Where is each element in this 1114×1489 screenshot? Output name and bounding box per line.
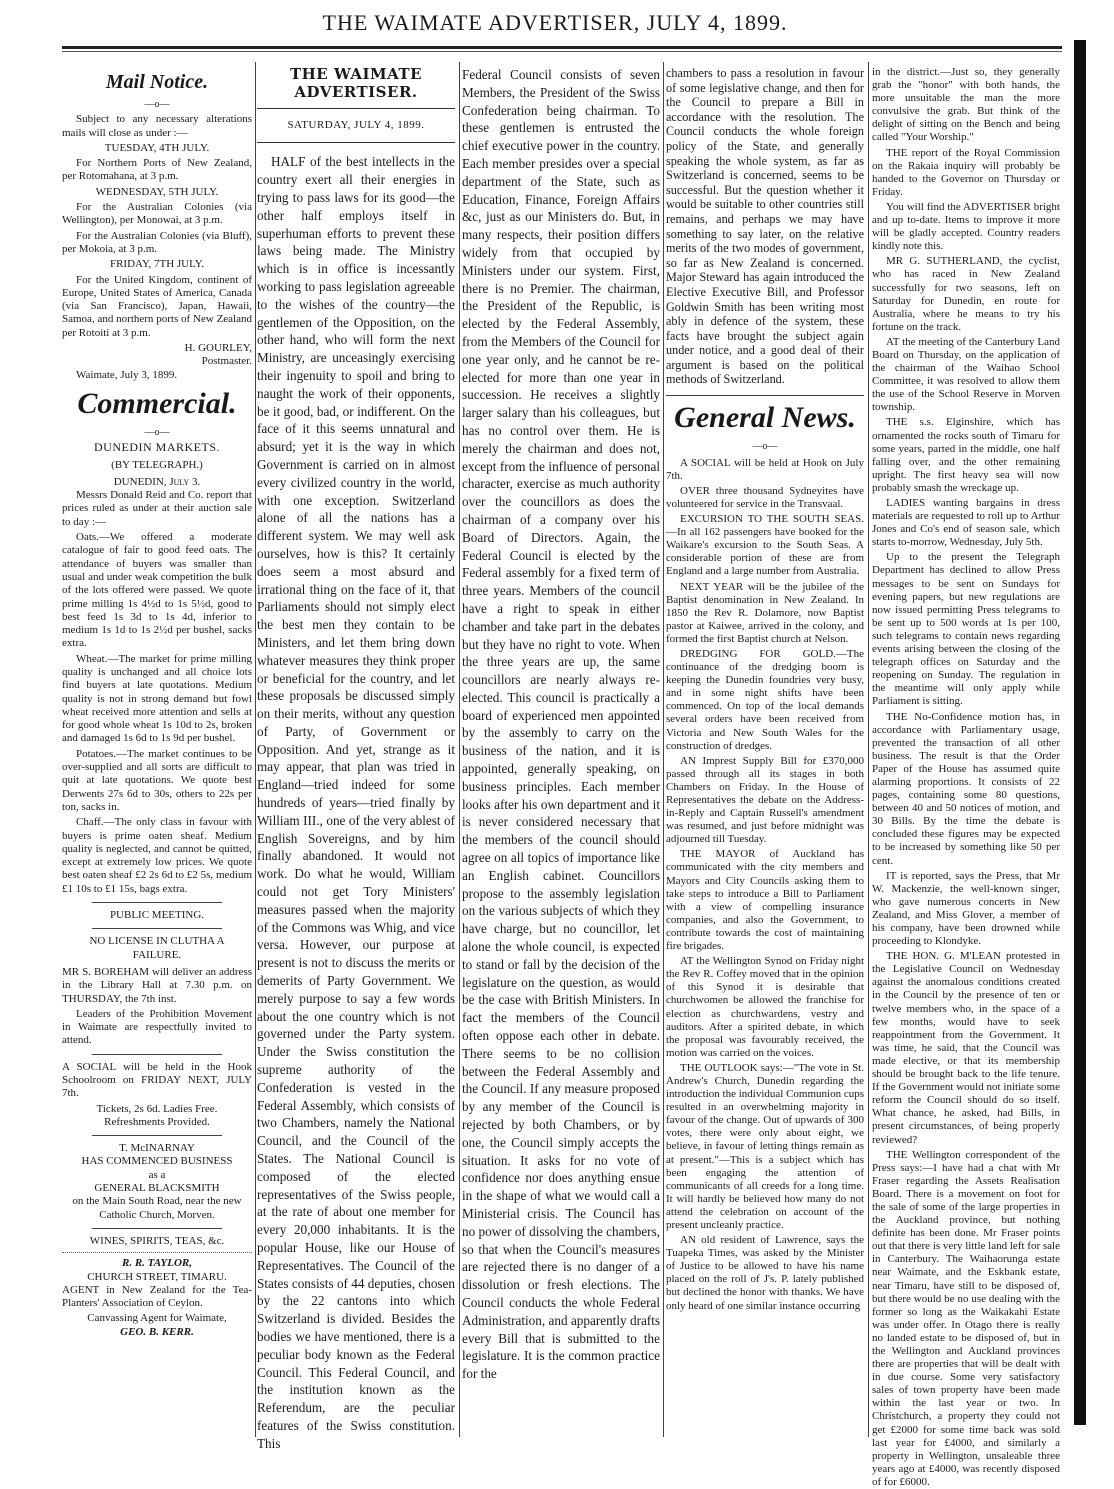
news-item: THE MAYOR of Auckland has communicated with the city members and Mayors and City Councils asking them to take steps to introduce a Bill to Parliament with a view of compelling insurance companies, and also the Government, to contribute towards the cost of maintaining fire brigades. — [666, 848, 864, 953]
news-item: THE report of the Royal Commission on the Rakaia inquiry will probably be handed to the Governor on Thursday or Friday. — [872, 146, 1060, 198]
news-item: MR G. SUTHERLAND, the cyclist, who has raced in New Zealand successfully for two seasons, left on Saturday for Dunedin, en route for Australia, where he means to try his fortune on the track. — [872, 255, 1060, 333]
mcinarnay: T. McINARNAY — [119, 1142, 195, 1155]
market-para: Chaff.—The only class in favour with buyers is prime oaten sheaf. Medium quality is neglected, and cannot be quitted, except at extremely low prices. We quote best oaten sheaf £2 2s 6d to £2 5s, medium £1 10s to £1 15s, bags extra. — [62, 816, 252, 895]
news-item: Up to the present the Telegraph Department has declined to allow Press messages to be sent on Sundays for evening papers, but new regulations are now issued permitting Press telegrams to be sent up to 500 words at 1s per 100, such telegrams to contain news regarding events arising between the closing of the telegraph offices on Saturday and the reopening on Sunday. The regulation in the meantime will only apply while Parliament is sitting. — [872, 551, 1060, 708]
news-item: AT the meeting of the Canterbury Land Board on Thursday, on the application of the chairman of the Waihao School Committee, it was resolved to allow them the use of the School Reserve in Morven township. — [872, 335, 1060, 414]
issue-date: SATURDAY, JULY 4, 1899. — [257, 117, 455, 144]
mail-day: WEDNESDAY, 5TH JULY. — [95, 185, 219, 198]
boreham-notice: MR S. BOREHAM will deliver an address in the Library Hall at 7.30 p.m. on THURSDAY, the 7th inst. — [62, 965, 252, 1005]
market-para: Potatoes.—The market continues to be over-supplied and all sorts are difficult to quit at late quotations. We quote best Derwents 27s 6d to 30s, others to 22s per ton, sacks in. — [62, 747, 252, 813]
news-item: DREDGING FOR GOLD.—The continuance of the dredging boom is keeping the Dunedin foundries very busy, and in some night shifts have been commenced. On top of the local demands several orders have been received from Victoria and New South Wales for the construction of dredges. — [666, 647, 864, 752]
market-para: Wheat.—The market for prime milling quality is unchanged and all choice lots find buyers at late quotations. Medium quality is not in strong demand but fowl wheat received more attention and sells at for good whole wheat 1s 10d to 2s, broken and damaged 1s 6d to 1s 9d per bushel. — [62, 652, 252, 745]
canvassing: Canvassing Agent for Waimate, — [87, 1312, 227, 1325]
market-para: Oats.—We offered a moderate catalogue of fair to good feed oats. The attendance of buyers was smaller than usual and under weak competition the bulk of the lots offered were passed. We quote prime milling 1s 4½d to 1s 5½d, good to best feed 1s 3d to 1s 4d, inferior to medium 1s 1d to 1s 2½d per bushel, sacks extra. — [62, 531, 252, 650]
mail-day: FRIDAY, 7TH JULY. — [109, 258, 205, 271]
mail-para: Subject to any necessary alterations mails will close as under :— — [62, 113, 252, 139]
news-item: IT is reported, says the Press, that Mr W. Mackenzie, the well-known singer, who gave numerous concerts in New Zealand, and Miss Glover, a member of his company, have been drowned while proceeding to Klondyke. — [872, 869, 1060, 948]
column-divider — [663, 62, 664, 1437]
divider — [92, 902, 222, 903]
news-item: THE HON. G. M'LEAN protested in the Legislative Council on Wednesday against the anomalous conditions created in the Council by the presence of ten or twelve members who, in the space of a few months, would have to seek reappointment from the Government. It was time, he said, that the Council was made elective, or that its membership should be brought back to the life tenure. If the Government would not initiate some reform the Council should do so itself. What chance, he asked, had Bills, in present circumstances, of being properly reviewed? — [872, 950, 1060, 1146]
agent-notice: AGENT in New Zealand for the Tea-Planters' Association of Ceylon. — [62, 1283, 252, 1310]
divider — [92, 928, 222, 929]
news-item: You will find the ADVERTISER bright and up to-date. Items to improve it more will be gladly accepted. Country readers kindly note this. — [872, 200, 1060, 253]
column-divider — [255, 62, 256, 1437]
column-4 — [666, 66, 864, 1438]
editorial-text: HALF of the best intellects in the country exert all their energies in trying to pass laws for its good—the other half employs itself in superhuman efforts to prevent these laws being made. The Ministry which is in office is incessantly working to pass legislation agreeable to the wishes of the country—the gentlemen of the Opposition, on the other hand, who will form the next Ministry, are unceasingly exercising their ingenuity to spoil and bring to naught the work of their opponents, be it good, bad, or indifferent. On the face of it this seems unnatural and absurd; yet it is the way in which Government is carried on in almost every civilized country in the world, with one exception. Switzerland alone of all the nations has a different system. We may well ask ourselves, how is this? It certainly does seem a most absurd and irrational thing on the face of it, that Parliaments should not simply elect the best men they contain to be Ministers, and let them bring down whatever measures they think proper or beneficial for the country, and let these proposals be discussed simply on their merits, without any question of Party, of Government or Opposition. And yet, strange as it may appear, that plan was tried in England—tried indeed for some hundreds of years—tried finally by William III., one of the very ablest of English Sovereigns, and by him finally abandoned. It would not work. Do what he would, William could not get Tory Ministers' measures passed when the majority of the Commons was Whig, and vice versa. However, our purpose at present is not to discuss the merits or demerits of Party Government. We merely purpose to say a few words about the one country which is not governed under the Party system. Under the Swiss constitution the supreme authority of the Confederation is vested in the Federal Assembly, which consists of two Chambers, namely the National Council, and the Council of the States. The National Council is composed of the elected representatives of the Swiss people, at the rate of about one member for every 20,000 inhabitants. It is the popular House, like our House of Representatives. The Council of the States consists of 44 deputies, chosen by the 22 cantons into which Switzerland is divided. Besides the bodies we have mentioned, there is a peculiar body known as the Federal Council. This Federal Council, and the institution known as the Referendum, are the peculiar features of the Swiss constitution. This — [257, 154, 455, 1451]
divider — [92, 1228, 222, 1229]
taylor: R. R. TAYLOR, — [122, 1257, 192, 1270]
column-2 — [257, 65, 455, 1451]
dateline: DUNEDIN, July 3. — [113, 475, 201, 488]
paper-title: THE WAIMATE ADVERTISER. — [257, 66, 455, 109]
markets-title: DUNEDIN MARKETS. — [94, 440, 220, 455]
news-item: LADIES wanting bargains in dress materials are requested to roll up to Arthur Jones and Co's end of season sale, which starts to-morrow, Wednesday, July 5th. — [872, 497, 1060, 549]
commenced-business: HAS COMMENCED BUSINESS — [81, 1155, 233, 1168]
general-news-title: General News. — [674, 401, 856, 435]
divider — [92, 1054, 222, 1055]
news-item: AN old resident of Lawrence, says the Tuapeka Times, was asked by the Minister of Justice to be allowed to have his name placed on the roll of J's. P. lately published but declined the honor with thanks. We have only heard of one similar instance occurring — [666, 1234, 864, 1312]
news-item: NEXT YEAR will be the jubilee of the Baptist denomination in New Zealand. In 1850 the Rev R. Dolamore, now Baptist pastor at Kaiwee, arrived in the colony, and formed the first Baptist church at Nelson. — [666, 580, 864, 645]
masthead-rule — [62, 46, 1062, 49]
as-a: as a — [148, 1168, 166, 1181]
news-item: OVER three thousand Sydneyites have volunteered for service in the Transvaal. — [666, 484, 864, 510]
news-item: AN Imprest Supply Bill for £370,000 passed through all its stages in both Chambers on Friday. In the House of Representatives the debate on the Address-in-Reply and Captain Russell's amendment was resumed, and just before midnight was adjourned till Tuesday. — [666, 754, 864, 846]
mail-para: For Northern Ports of New Zealand, per Rotomahana, at 3 p.m. — [62, 157, 252, 183]
refreshments: Refreshments Provided. — [104, 1115, 210, 1128]
news-item: THE No-Confidence motion has, in accordance with Parliamentary usage, prevented the transaction of all other business. The result is that the Order Paper of the House has assumed quite alarming proportions. It consists of 22 pages, containing some 80 questions, between 40 and 50 notices of motion, and 30 Bills. By the time the debate is concluded these figures may be expected to be increased by something like 50 per cent. — [872, 710, 1060, 867]
church-street: CHURCH STREET, TIMARU. — [87, 1270, 227, 1283]
column-1 — [62, 66, 252, 1438]
news-item: THE Wellington correspondent of the Press says:—I have had a chat with Mr Fraser regarding the Assets Realisation Board. There is a movement on foot for the sale of some of the large properties in the Auckland province, but nothing definite has been done. Mr Fraser points out that there is very little land left for sale in Canterbury. The Waihaorunga estate near Waimate, and the Eskbank estate, near Timaru, have still to be disposed of, but there would be no use dealing with the former so long as the Waikakahi Estate was under offer. In Otago there is really no landed estate to be disposed of, but in the Wellington and Auckland provinces there are properties that will be dealt with in due course. Some very satisfactory sales of town property have been made within the last year or two. In Christchurch, a property they could not get £2000 for some time back was sold last year for £4000, and similarly a property in Wellington, unsaleable three years ago at £4000, was recently disposed of for £6000. — [872, 1148, 1060, 1488]
mail-notice-title: Mail Notice. — [105, 71, 209, 93]
mail-date: Waimate, July 3, 1899. — [76, 368, 178, 381]
column-divider — [459, 62, 460, 1437]
leaders-notice: Leaders of the Prohibition Movement in Waimate are respectfully invited to attend. — [62, 1007, 252, 1047]
editorial-text: Federal Council consists of seven Members, the President of the Swiss Confederation being chairman. To these gentlemen is entrusted the chief executive power in the country. Each member presides over a special department of the State, such as Education, Finance, Foreign Affairs &c, just as our Ministers do. But, in many respects, their position differs widely from that occupied by Ministers under our system. First, there is no Premier. The chairman, the President of the Republic, is elected by the Federal Assembly, from the Members of the Council for one year only, and he cannot be re-elected for more than one year in succession. He receives a slightly larger salary than his colleagues, but has no control over them. He is merely the chairman and does not, except from the influence of personal character, exercise as much authority over the councillors as does the chairman of a company over his Board of Directors. Again, the Federal Council is elected by the Federal assembly for a fixed term of three years. Members of the council have a right to speak in either chamber and take part in the debates but they have no right to vote. When the three years are up, the same councillors are nearly always re-elected. This council is practically a board of experienced men appointed by the assembly to carry on the business of the nation, and it is appointed, generally speaking, on business principles. Each member looks after his own department and it is never considered necessary that the members of the council should agree on all topics of importance like an English cabinet. Councillors propose to the assembly legislation on the various subjects of which they have charge, but no councillor, let alone the whole council, is expected to stand or fall by the decision of the legislature on the question, as would be the case with British Ministers. In fact the members of the Council often oppose each other in debate. There seems to be no collision between the Federal Assembly and the Council. If any measure proposed by any member of the Council is rejected by both Chambers, or by one, the Council simply accepts the situation. It asks for no vote of confidence nor does anything ensue in the shape of what we would call a Ministerial crisis. The Council has no power of dissolving the chambers, so that when the Council's measures are rejected there is no danger of a dissolution or fresh elections. The Council conducts the whole Federal Administration, and apparently drafts every Bill that is submitted to the legislature. It is the common practice for the — [462, 67, 660, 1382]
news-item: THE s.s. Elginshire, which has ornamented the rocks south of Timaru for some years, parted in the middle, one half falling over, and the other remaining upright. The first heavy sea will now probably smash the wreckage up. — [872, 416, 1060, 494]
wines-heading: WINES, SPIRITS, TEAS, &c. — [89, 1234, 225, 1247]
column-divider — [868, 62, 869, 1437]
editorial-text: chambers to pass a resolution in favour of some legislative change, and then for the Council to prepare a Bill in accordance with the resolution. The Council conducts the whole foreign policy of the State, and generally speaking the whole system, as far as Switzerland is concerned, seems to be successful. But the question whether it would be suitable to other countries still remains, and perhaps we may have something to say later, on the relative merits of the two modes of government, so far as New Zealand is concerned. Major Steward has again introduced the Elective Executive Bill, and Professor Goldwin Smith has been writing most ably in defence of the system, these facts have brought the subject again under notice, and a good deal of their argument is based on the political methods of Switzerland. — [666, 66, 864, 387]
divider — [62, 1252, 252, 1253]
mail-para: For the United Kingdom, continent of Europe, United States of America, Canada (via San Francisco), Japan, Hawaii, Samoa, and northern ports of New Zealand per Rotoiti at 3 p.m. — [62, 273, 252, 339]
news-item: THE OUTLOOK says:—"The vote in St. Andrew's Church, Dunedin regarding the introduction the individual Communion cups resulted in an overwhelming majority in favour of the change. Out of upwards of 300 votes, there were only about eight, we believe, in favour of letting things remain as at present."—This is a subject which has been engaging the attention of communicants of all creeds for a long time. It will hardly be believed how many do not attend the celebration on account of the present uncleanly practice. — [666, 1061, 864, 1231]
news-item: in the district.—Just so, they generally grab the "honor" with both hands, the more unsuitable the man the more convulsive the grab. But think of the delight of sitting on the Bench and being called "Your Worship." — [872, 66, 1060, 144]
separator: —o— — [144, 426, 170, 438]
kerr: GEO. B. KERR. — [120, 1325, 194, 1338]
page-edge — [1074, 40, 1086, 1425]
divider — [92, 1135, 222, 1136]
masthead: THE WAIMATE ADVERTISER, JULY 4, 1899. — [322, 10, 788, 35]
signer: H. GOURLEY, — [184, 342, 252, 355]
mail-para: For the Australian Colonies (via Bluff), per Mokoia, at 3 p.m. — [62, 229, 252, 255]
masthead-rule-thin — [62, 51, 1062, 52]
signer-title: Postmaster. — [201, 355, 252, 368]
social-notice: A SOCIAL will be held in the Hook Schoolroom on FRIDAY NEXT, JULY 7th. — [62, 1060, 252, 1100]
mail-day: TUESDAY, 4TH JULY. — [104, 141, 210, 154]
separator: —o— — [144, 99, 170, 110]
column-3 — [462, 66, 660, 1438]
no-license-title: NO LICENSE IN CLUTHA A FAILURE. — [89, 935, 225, 961]
news-item: A SOCIAL will be held at Hook on July 7th. — [666, 456, 864, 482]
tickets: Tickets, 2s 6d. Ladies Free. — [96, 1102, 218, 1115]
commercial-title: Commercial. — [77, 386, 237, 420]
blacksmith: GENERAL BLACKSMITH — [94, 1182, 220, 1195]
news-item: EXCURSION TO THE SOUTH SEAS.—In all 162 passengers have booked for the Waikare's excursion to the South Seas. A considerable portion of these are from England and a large number from Australia. — [666, 513, 864, 578]
separator: —o— — [752, 441, 778, 453]
column-5 — [872, 66, 1060, 1488]
mail-para: For the Australian Colonies (via Wellington), per Monowai, at 3 p.m. — [62, 201, 252, 227]
news-item: AT the Wellington Synod on Friday night the Rev R. Coffey moved that in the opinion of this Synod it is desirable that churchwomen be allowed the franchise for election as churchwardens, vestry and auditors. After a spirited debate, in which the proposal was favourably received, the motion was carried on the voices. — [666, 955, 864, 1059]
blacksmith-location: on the Main South Road, near the new Catholic Church, Morven. — [72, 1195, 242, 1221]
public-meeting-title: PUBLIC MEETING. — [109, 909, 205, 922]
by-telegraph: (BY TELEGRAPH.) — [111, 458, 203, 471]
market-para: Messrs Donald Reid and Co. report that prices ruled as under at their auction sale to day :— — [62, 489, 252, 528]
